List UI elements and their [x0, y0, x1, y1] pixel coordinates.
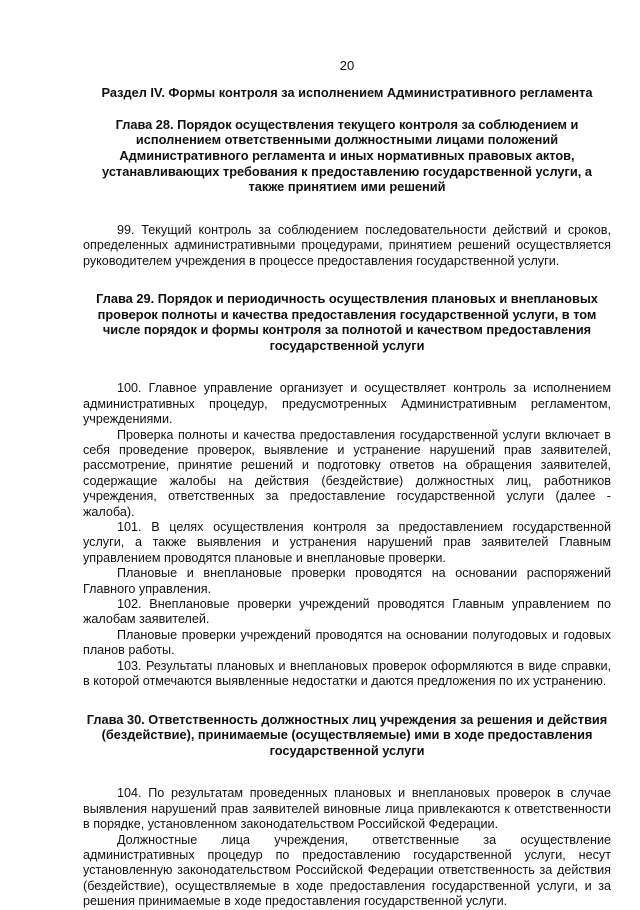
paragraph-104: 104. По результатам проведенных плановых и внеплановых проверок в случае выявления нарушений прав заявителей виновные лица привлекаются к ответственности в порядке, установленном законодательством Российской Федерации. [83, 786, 611, 832]
document-page [83, 58, 611, 910]
chapter-29-title: Глава 29. Порядок и периодичность осуществления плановых и внеплановых проверок полноты и качества предоставления государственной услуги, в том числе порядок и формы контроля за полнотой и качеством предоставления государственной услуги [96, 291, 598, 353]
paragraph-101: 101. В целях осуществления контроля за предоставлением государственной услуги, а также выявления и устранения нарушений прав заявителей Главным управлением проводятся плановые и внеплановые проверки. [83, 520, 611, 565]
paragraph-103: 103. Результаты плановых и внеплановых проверок оформляются в виде справки, в которой отмечаются выявленные недостатки и даются предложения по их устранению. [83, 658, 611, 689]
paragraph-100-cont: Проверка полноты и качества предоставления государственной услуги включает в себя проведение проверок, выявление и устранение нарушений прав заявителей, рассмотрение, принятие решений и подготовку ответов на обращения заявителей, содержащие жалобы на действия (бездействие) должностных лиц, работников учреждения, ответственных за предоставление государственной услуги (далее - жалоба). [83, 427, 611, 519]
paragraph-101-cont: Плановые и внеплановые проверки проводятся на основании распоряжений Главного управления. [83, 566, 611, 596]
paragraph-102-cont: Плановые проверки учреждений проводятся на основании полугодовых и годовых планов работы. [83, 627, 611, 658]
page-number: 20 [339, 58, 355, 73]
chapter-30-title: Глава 30. Ответственность должностных лиц учреждения за решения и действия (бездействие), принимаемые (осуществляемые) ими в ходе предоставления государственной услуги [86, 711, 608, 758]
chapter-28-title: Глава 28. Порядок осуществления текущего контроля за соблюдением и исполнением ответственными должностными лицами положений Административного регламента и иных нормативных правовых актов, устанавливающих требования к предоставлению государственной услуги, а также принятием ими решений [102, 116, 592, 195]
section-title: Раздел IV. Формы контроля за исполнением Административного регламента [101, 85, 593, 101]
paragraph-99: 99. Текущий контроль за соблюдением последовательности действий и сроков, определенных административными процедурами, принятием решений осуществляется руководителем учреждения в процессе предоставления государственной услуги. [83, 222, 611, 268]
paragraph-100: 100. Главное управление организует и осуществляет контроль за исполнением административных процедур, предусмотренных Административным регламентом, учреждениями. [83, 381, 611, 427]
paragraph-104-cont: Должностные лица учреждения, ответственные за осуществление административных процедур по предоставлению государственной услуги, несут установленную законодательством Российской Федерации ответственность за действия (бездействие), осуществляемые в ходе предоставления государственной услуги, и за решения принимаемые в ходе предоставления государственной услуги. [83, 832, 611, 909]
paragraph-102: 102. Внеплановые проверки учреждений проводятся Главным управлением по жалобам заявителей. [83, 597, 611, 627]
